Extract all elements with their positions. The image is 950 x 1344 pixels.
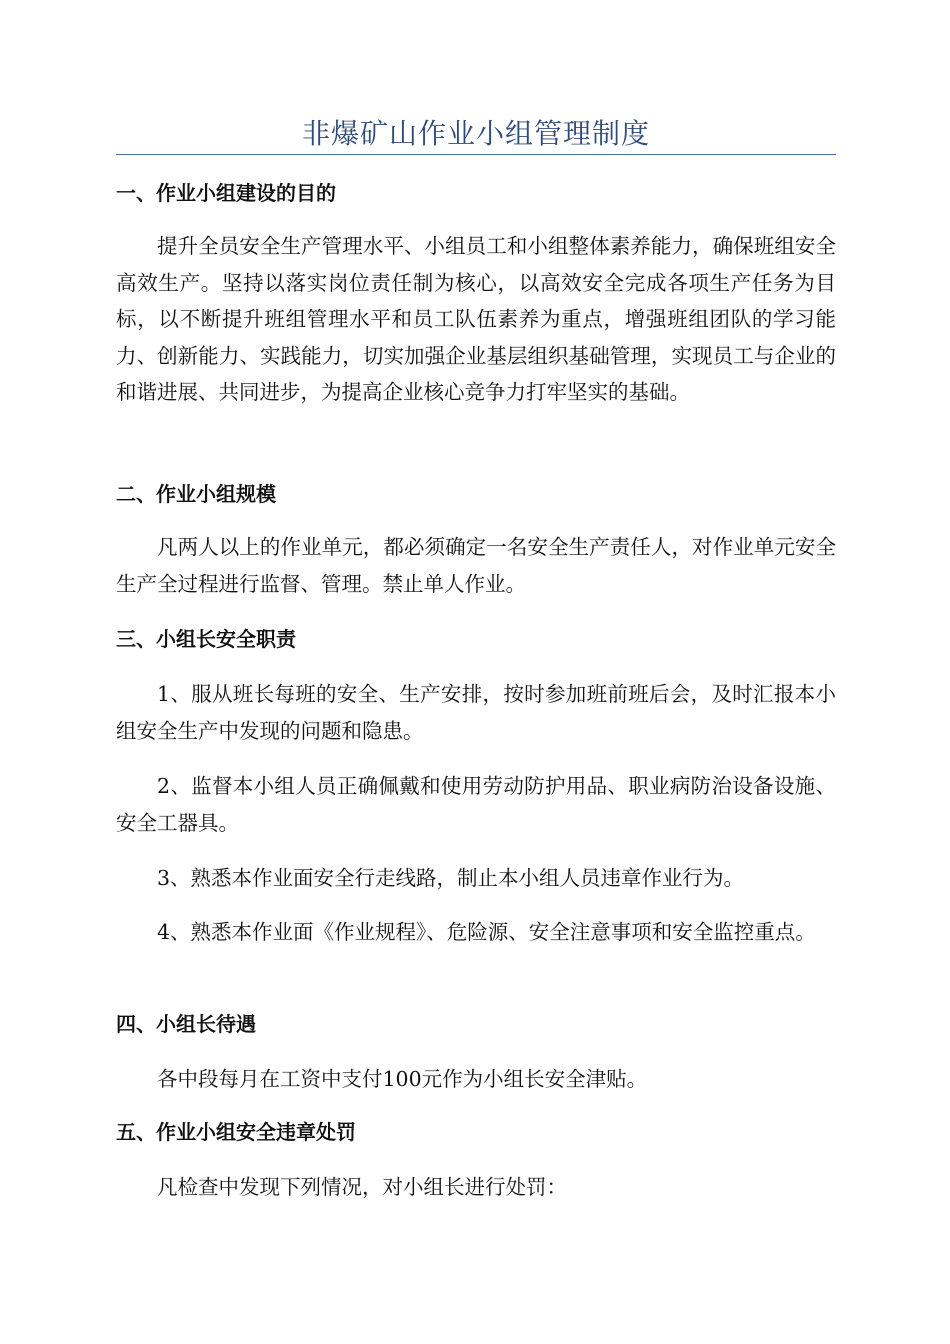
duty-item-3: 3、熟悉本作业面安全行走线路，制止本小组人员违章作业行为。: [157, 866, 745, 890]
section-heading-allowance: 四、小组长待遇: [116, 1012, 256, 1036]
paragraph-scale: 凡两人以上的作业单元，都必须确定一名安全生产责任人，对作业单元安全生产全过程进行监督、管理。禁止单人作业。: [116, 535, 836, 596]
paragraph-allowance: 各中段每月在工资中支付100元作为小组长安全津贴。: [157, 1067, 648, 1091]
duty-item-1: 1、服从班长每班的安全、生产安排，按时参加班前班后会，及时汇报本小组安全生产中发现的问题和隐患。: [116, 682, 836, 743]
paragraph-purpose: 提升全员安全生产管理水平、小组员工和小组整体素养能力，确保班组安全高效生产。坚持以落实岗位责任制为核心，以高效安全完成各项生产任务为目标，以不断提升班组管理水平和员工队伍素养为重点，增强班组团队的学习能力、创新能力、实践能力，切实加强企业基层组织基础管理，实现员工与企业的和谐进展、共同进步，为提高企业核心竞争力打牢坚实的基础。: [116, 234, 836, 404]
duty-item-2: 2、监督本小组人员正确佩戴和使用劳动防护用品、职业病防治设备设施、安全工器具。: [116, 774, 836, 835]
paragraph-penalty: 凡检查中发现下列情况，对小组长进行处罚：: [157, 1175, 567, 1199]
duty-item-4: 4、熟悉本作业面《作业规程》、危险源、安全注意事项和安全监控重点。: [157, 920, 816, 944]
title-underline: [116, 154, 836, 155]
section-heading-penalty: 五、作业小组安全违章处罚: [116, 1120, 356, 1144]
section-heading-duties: 三、小组长安全职责: [116, 627, 296, 651]
document-title: 非爆矿山作业小组管理制度: [301, 117, 650, 150]
section-heading-purpose: 一、作业小组建设的目的: [116, 181, 336, 205]
section-heading-scale: 二、作业小组规模: [116, 482, 276, 506]
